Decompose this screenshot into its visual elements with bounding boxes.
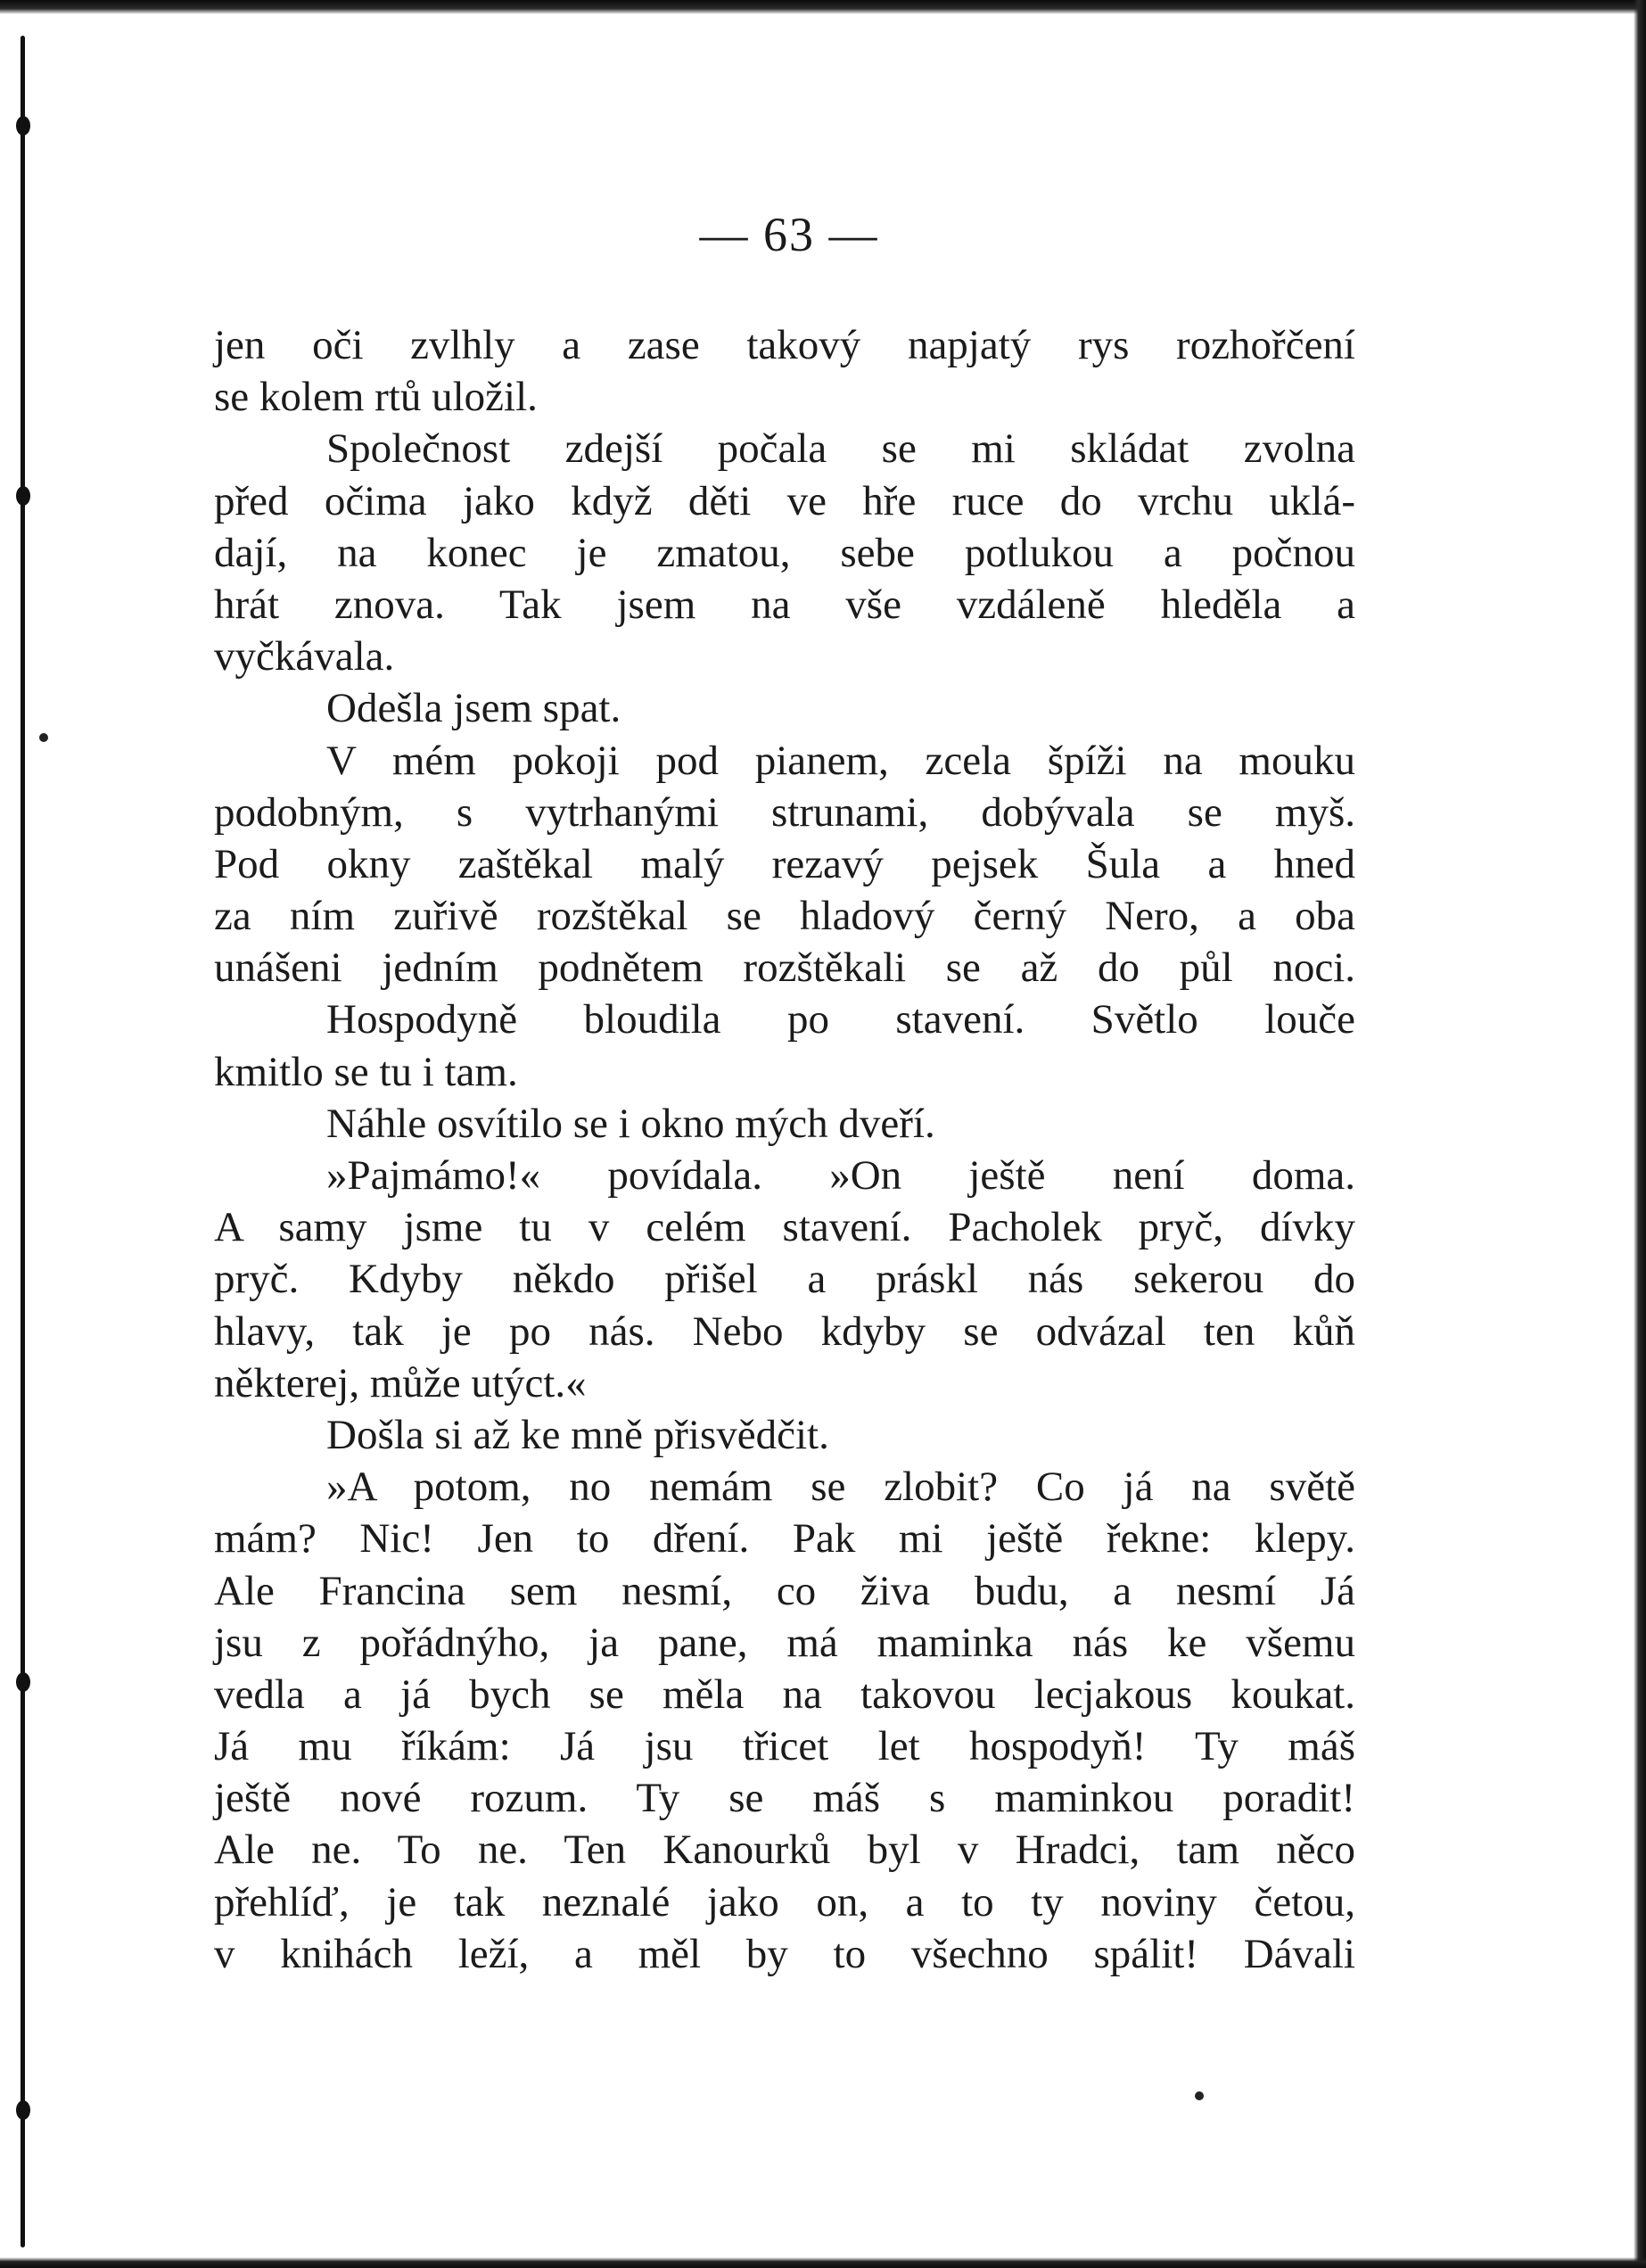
text-line: v knihách leží, a měl by to všechno spálit! Dávali [214, 1930, 1355, 1977]
text-line: Došla si až ke mně přisvědčit. [326, 1411, 829, 1458]
text-line: přehlíď, je tak neznalé jako on, a to ty noviny četou, [214, 1878, 1355, 1926]
text-line: hrát znova. Tak jsem na vše vzdáleně hleděla a [214, 581, 1355, 628]
text-line: Společnost zdejší počala se mi skládat zvolna [326, 425, 1355, 473]
text-line: unášeni jedním podnětem rozštěkali se až do půl noci. [214, 944, 1355, 992]
text-line: některej, může utýct.« [214, 1359, 587, 1406]
binding-knot [16, 1672, 30, 1692]
scan-border-top [0, 0, 1646, 14]
text-line: pryč. Kdyby někdo přišel a práskl nás sekerou do [214, 1256, 1355, 1303]
text-line: jen oči zvlhly a zase takový napjatý rys rozhořčení [214, 322, 1355, 368]
text-line: mám? Nic! Jen to dření. Pak mi ještě řekne: klepy. [214, 1515, 1355, 1563]
page-number: — 63 — [699, 208, 879, 261]
text-line: dají, na konec je zmatou, sebe potlukou a počnou [214, 529, 1355, 576]
binding-line [21, 36, 25, 2247]
text-line: »A potom, no nemám se zlobit? Co já na světě [326, 1464, 1355, 1511]
text-line: za ním zuřivě rozštěkal se hladový černý Nero, a oba [214, 893, 1355, 940]
binding-thread [16, 0, 29, 2268]
text-line: podobným, s vytrhanými strunami, dobývala se myš. [214, 788, 1355, 836]
text-line: hlavy, tak je po nás. Nebo kdyby se odvázal ten kůň [214, 1307, 1355, 1355]
text-line: A samy jsme tu v celém stavení. Pacholek pryč, dívky [214, 1204, 1355, 1251]
text-line: jsu z pořádnýho, ja pane, má maminka nás ke všemu [214, 1619, 1355, 1666]
text-line: Hospodyně bloudila po stavení. Světlo louče [326, 996, 1355, 1043]
scan-border-right [1634, 0, 1646, 2268]
text-line: Ale Francina sem nesmí, co živa budu, a nesmí Já [214, 1567, 1355, 1614]
text-line: Odešla jsem spat. [326, 685, 621, 732]
text-line: Já mu říkám: Já jsu třicet let hospodyň! Ty máš [214, 1723, 1355, 1770]
text-line: »Pajmámo!« povídala. »On ještě není doma. [326, 1152, 1355, 1199]
scan-speck [39, 733, 48, 742]
binding-knot [16, 2100, 30, 2120]
scan-speck [1195, 2091, 1204, 2100]
text-line: Náhle osvítilo se i okno mých dveří. [326, 1100, 935, 1147]
scan-border-bottom [0, 2257, 1646, 2268]
text-line: ještě nové rozum. Ty se máš s maminkou poradit! [214, 1775, 1355, 1822]
body-text [214, 319, 1355, 1980]
text-line: vyčkávala. [214, 633, 395, 680]
text-line: před očima jako když děti ve hře ruce do vrchu uklá- [214, 477, 1355, 524]
binding-knot [16, 486, 30, 506]
text-line: Ale ne. To ne. Ten Kanourků byl v Hradci, tam něco [214, 1827, 1355, 1874]
text-line: se kolem rtů uložil. [214, 374, 538, 421]
text-line: kmitlo se tu i tam. [214, 1048, 518, 1095]
text-line: vedla a já bych se měla na takovou lecjakous koukat. [214, 1670, 1355, 1718]
text-line: V mém pokoji pod pianem, zcela špíži na mouku [326, 737, 1355, 784]
binding-knot [16, 116, 30, 136]
text-line: Pod okny zaštěkal malý rezavý pejsek Šula a hned [214, 840, 1355, 887]
